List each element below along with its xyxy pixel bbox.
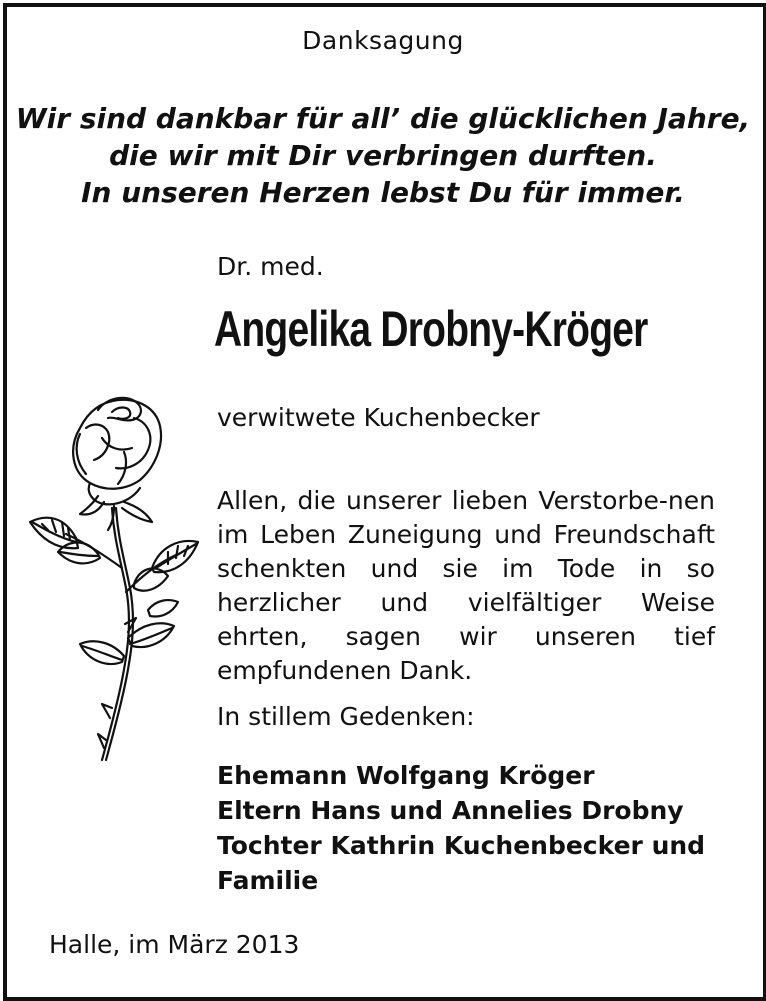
family-member: Ehemann Wolfgang Kröger [217,761,595,790]
family-signatures [217,758,737,898]
deceased-name: Angelika Drobny-Kröger [214,301,648,357]
place-date: Halle, im März 2013 [49,930,300,959]
rose-icon [28,388,203,778]
family-member: Familie [217,866,319,895]
family-member: Tochter Kathrin Kuchenbecker und [217,831,706,860]
academic-title: Dr. med. [217,252,324,281]
former-name: verwitwete Kuchenbecker [217,403,540,432]
motto-line: die wir mit Dir verbringen durften. [109,139,657,172]
thanks-text: Allen, die unserer lieben Verstorbe-nen im Leben Zuneigung und Freundschaft schenkten und sie im Tode in so herzlicher und vielfältiger Weise ehrten, sagen wir unseren tief empfundenen Dank. [217,486,715,685]
notice-heading: Danksagung [302,26,464,55]
memory-line: In stillem Gedenken: [217,702,475,731]
motto-line: In unseren Herzen lebst Du für immer. [81,176,685,209]
motto [0,100,766,211]
motto-line: Wir sind dankbar für all’ die glücklichen Jahre, [15,102,751,135]
family-member: Eltern Hans und Annelies Drobny [217,796,684,825]
